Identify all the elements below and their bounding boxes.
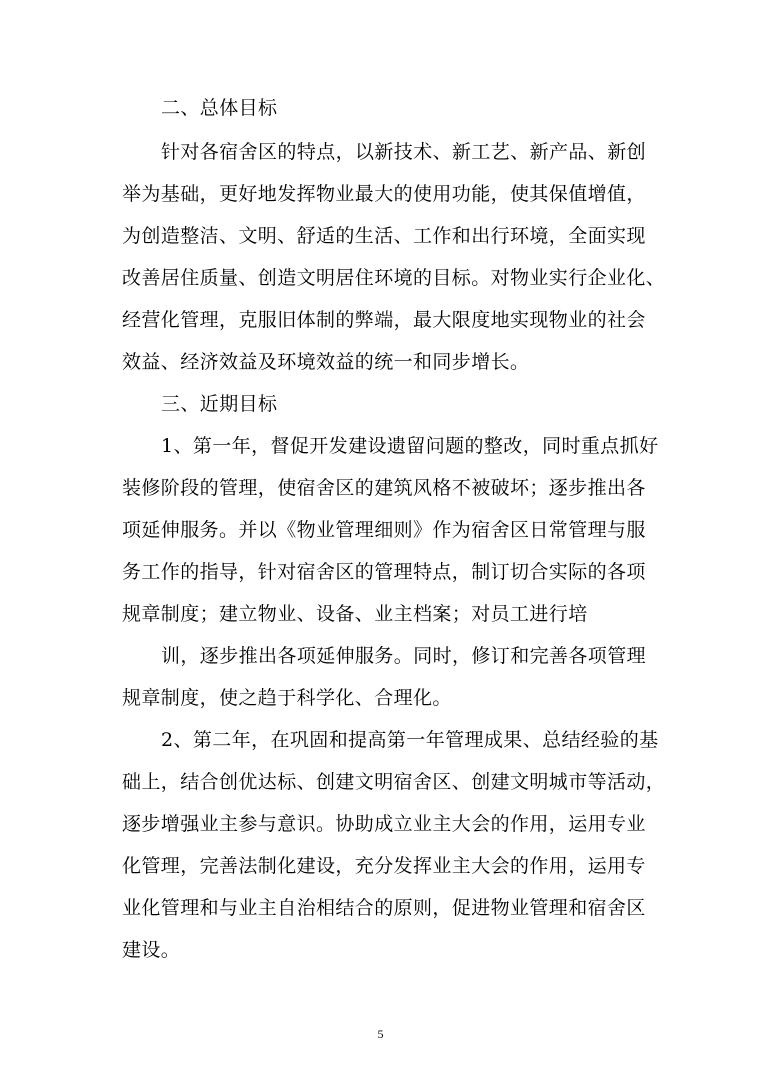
paragraph-line: 础上，结合创优达标、创建文明宿舍区、创建文明城市等活动， [122,771,666,793]
paragraph-line: 举为基础，更好地发挥物业最大的使用功能，使其保值增值， [122,183,646,205]
paragraph-line: 逐步增强业主参与意识。协助成立业主大会的作用，运用专业 [122,813,646,835]
paragraph-line: 针对各宿舍区的特点，以新技术、新工艺、新产品、新创 [161,141,647,163]
paragraph-line: 务工作的指导，针对宿舍区的管理特点，制订切合实际的各项 [122,561,646,583]
paragraph-line: 规章制度，使之趋于科学化、合理化。 [122,687,452,709]
heading-near-term-goals: 三、近期目标 [161,393,278,415]
paragraph-line: 为创造整洁、文明、舒适的生活、工作和出行环境，全面实现 [122,225,646,247]
paragraph-line: 改善居住质量、创造文明居住环境的目标。对物业实行企业化、 [122,267,666,289]
paragraph-line: 经营化管理，克服旧体制的弊端，最大限度地实现物业的社会 [122,309,646,331]
paragraph-line: 效益、经济效益及环境效益的统一和同步增长。 [122,351,530,373]
paragraph-line: 规章制度；建立物业、设备、业主档案；对员工进行培 [122,603,588,625]
heading-overall-goals: 二、总体目标 [161,97,278,119]
paragraph-line: 训，逐步推出各项延伸服务。同时，修订和完善各项管理 [161,645,647,667]
paragraph-line: 项延伸服务。并以《物业管理细则》作为宿舍区日常管理与服 [122,519,646,541]
paragraph-line: 建设。 [122,939,181,961]
paragraph-line: 1、第一年，督促开发建设遗留问题的整改，同时重点抓好 [161,435,659,457]
paragraph-line: 装修阶段的管理，使宿舍区的建筑风格不被破坏；逐步推出各 [122,477,646,499]
paragraph-line: 化管理，完善法制化建设，充分发挥业主大会的作用，运用专 [122,855,646,877]
paragraph-line: 2、第二年，在巩固和提高第一年管理成果、总结经验的基 [161,729,659,751]
paragraph-line: 业化管理和与业主自治相结合的原则，促进物业管理和宿舍区 [122,897,646,919]
page-number: 5 [377,1027,384,1041]
